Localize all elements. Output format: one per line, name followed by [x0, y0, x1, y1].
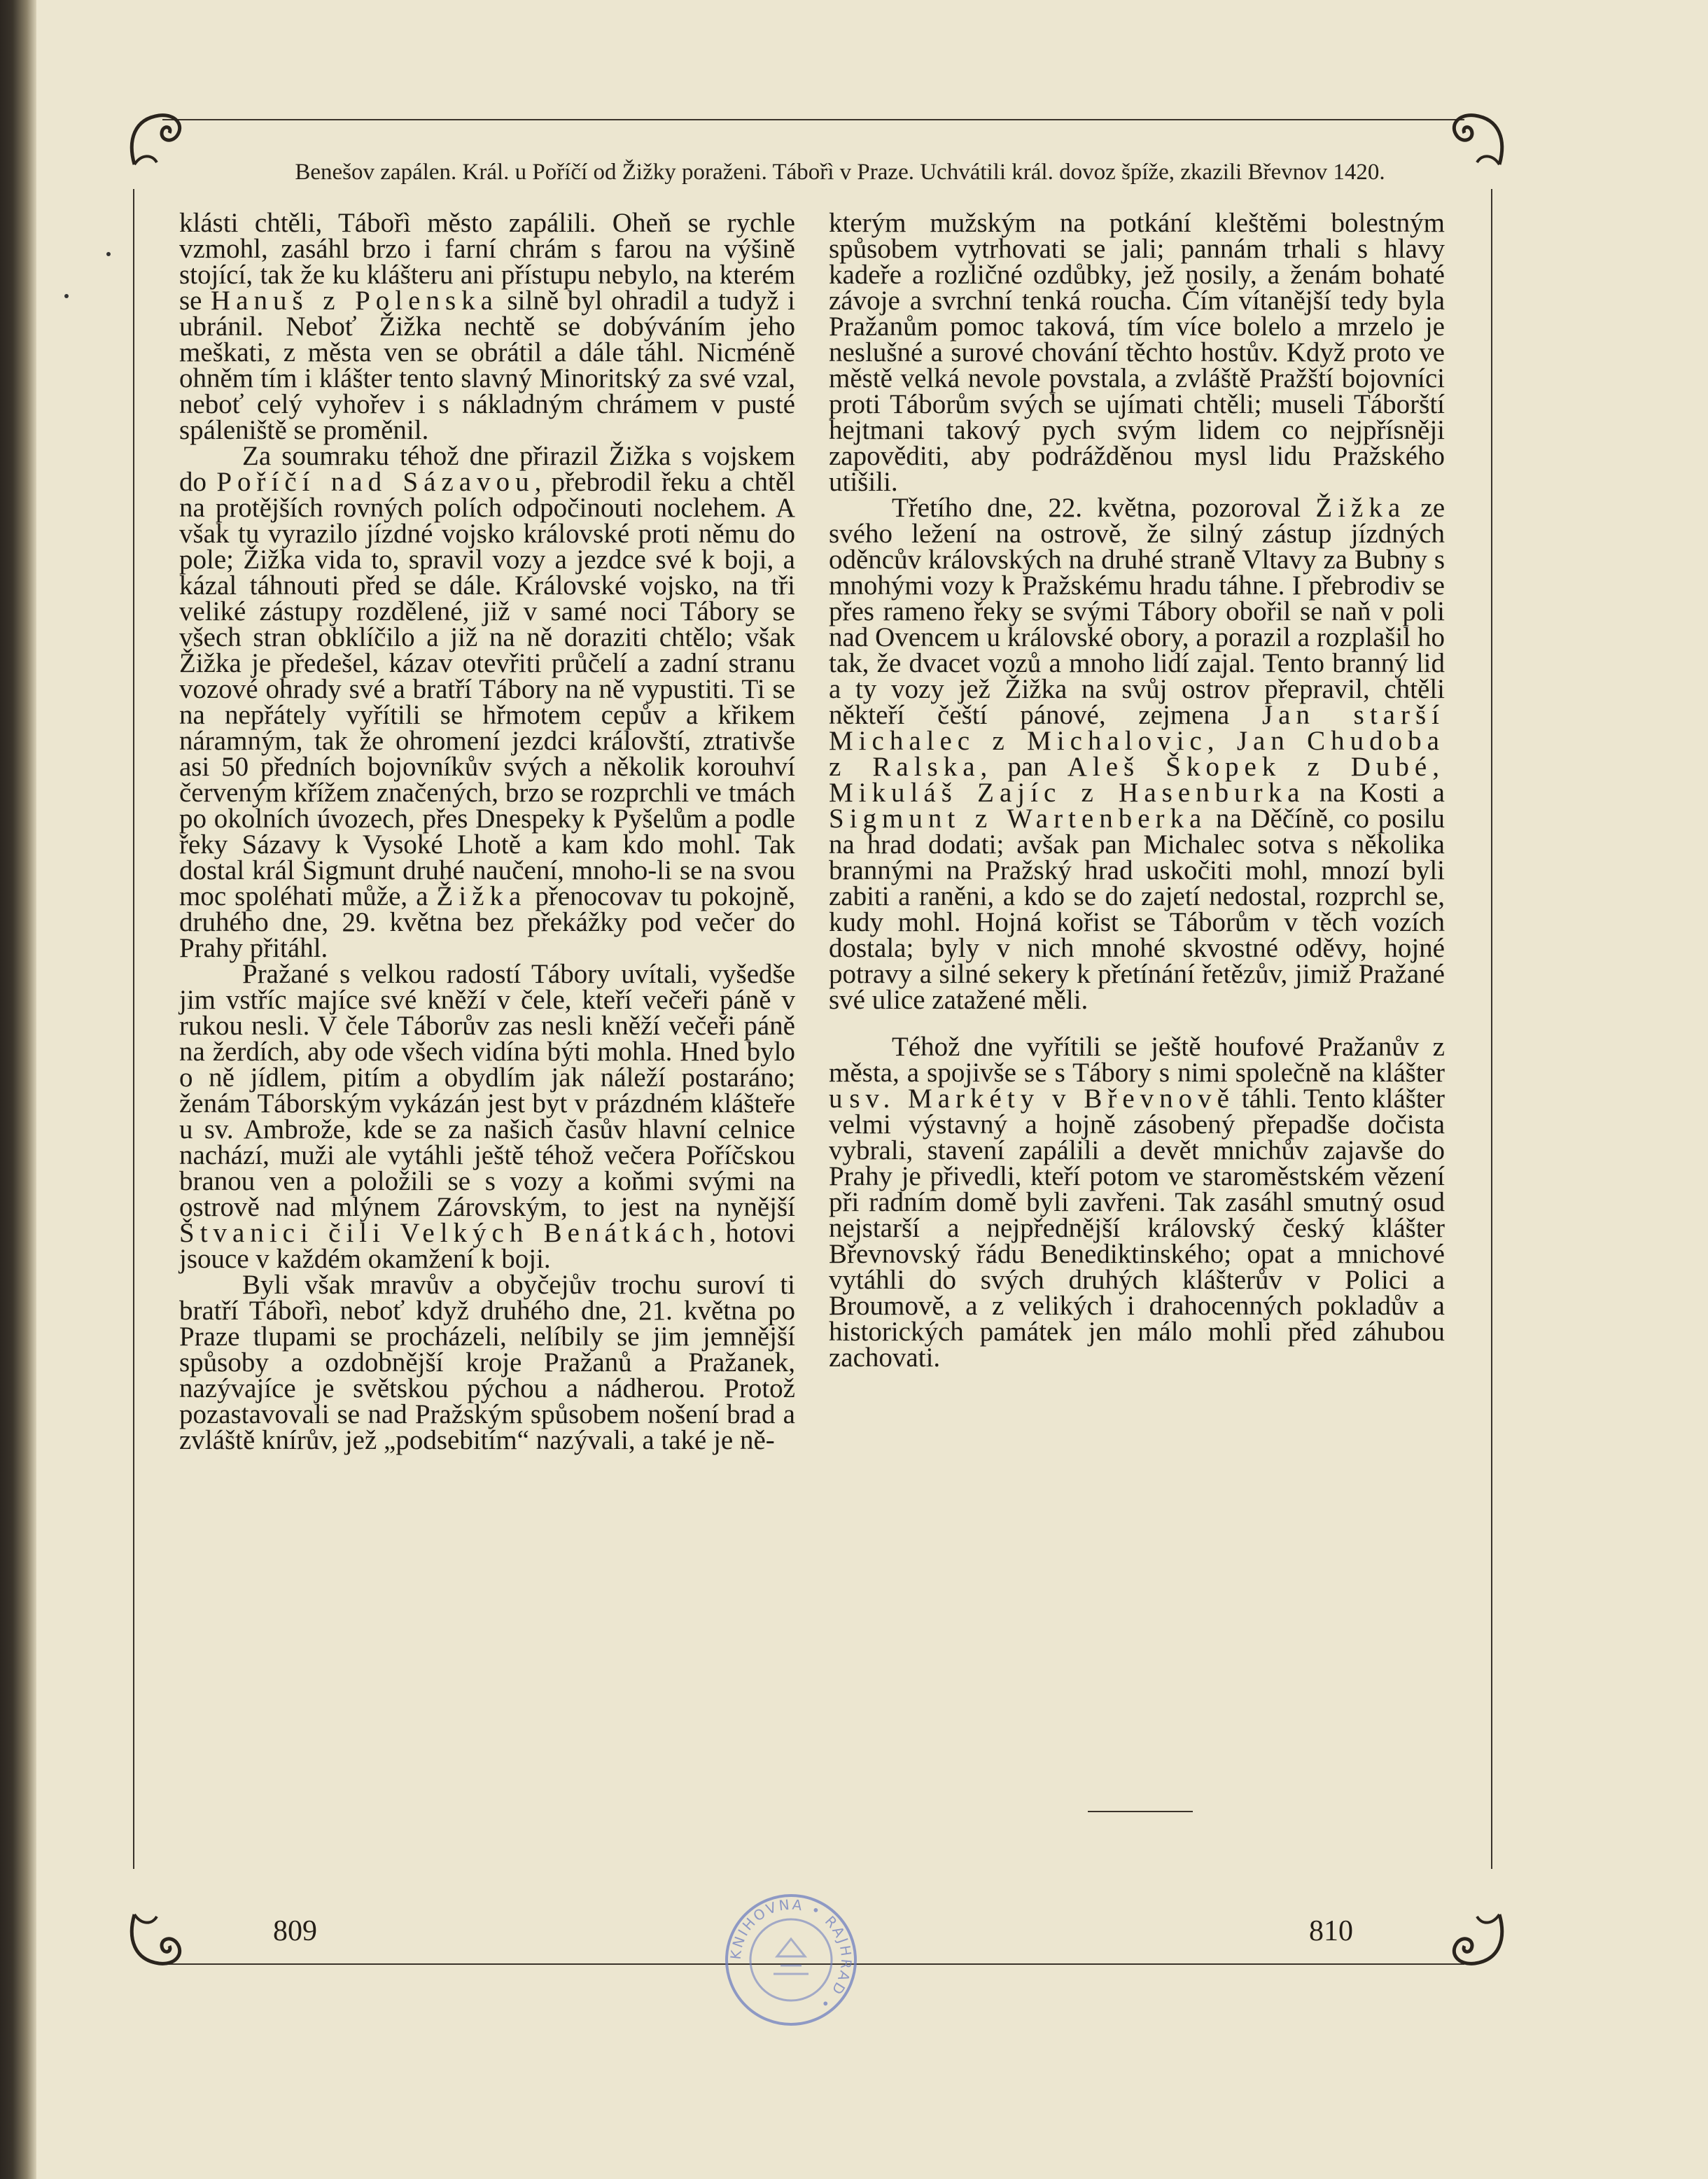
text-run: přenocovav tu pokojně, druhého dne, 29. května bez překážky pod večer do Prahy přitáhl.	[179, 881, 796, 963]
book-gutter	[0, 0, 36, 2179]
stamp-ring-text: KNIHOVNA • RAJHRAD •	[727, 1896, 855, 2014]
paragraph	[179, 210, 795, 443]
frame-right-rule	[1491, 189, 1492, 1869]
paragraph	[829, 210, 1445, 495]
text-run: , hotovi jsouce v každém okamžení k boji.	[179, 1218, 795, 1274]
text-run: na Děčíně, co posilu na hrad dodati; avšak pan Michalec sotva s několika brannými na Pražský hrad uskočiti mohl, mnozí byli zabiti a raněni, a kdo se do zajetí nedostal, rozprchl se, kudy mohl. Hojná kořist se Táborům v těch vozích dostala; byly v nich mnohé skvostné oděvy, hojné potravy a silné sekery k přetínání řetězův, jimiž Pražané své ulice zatažené měli.	[829, 804, 1445, 1015]
left-text-column	[179, 210, 795, 1453]
paragraph	[179, 443, 795, 961]
spaced-name: Jan starší Michalec z Michalovic, Jan Chudoba z Ralska	[829, 700, 1445, 782]
paragraph	[179, 961, 795, 1272]
text-run: Byli však mravův a obyčejův trochu suroví ti bratří Tábořì, neboť když druhého dne, 21. května po Praze tlupami se procházeli, nelíbily se jim jemnější spůsoby a ozdobnější kroje Pražanů a Pražanek, nazývajíce je světskou pýchou a nádherou. Protož pozastavovali se nad Pražským spůsobem nošení brad a zvláště knírův, jež „podsebitím“ nazývali, a také je ně-	[179, 1270, 795, 1455]
library-stamp	[721, 1890, 861, 2030]
page-number-right: 810	[1309, 1915, 1353, 1947]
text-run: klásti chtěli, Tábořì město zapálili. Oheň se rychle vzmohl, zasáhl brzo i farní chrám s farou na výšině stojící, tak že ku klášteru ani přístupu nebylo, na kterém se	[179, 208, 795, 316]
text-run: Téhož dne vyřítili se ještě houfové Pražanův z města, a spojivše se s Tábory s nimi společně na klášter u	[829, 1032, 1445, 1114]
text-run: Třetího dne, 22. května, pozoroval	[892, 493, 1316, 523]
spaced-name: Žižka	[1315, 493, 1406, 523]
spaced-name: Štvanici čili Velkých Benátkách	[179, 1218, 710, 1248]
ornament-bottom-right-icon	[1436, 1904, 1513, 1981]
section-end-rule	[1088, 1811, 1193, 1812]
text-run: na Kosti a	[1305, 778, 1445, 808]
right-text-column	[829, 210, 1445, 1371]
text-run: Za soumraku téhož dne přirazil Žižka s vojskem do	[179, 441, 795, 497]
page-number-left: 809	[273, 1915, 317, 1947]
running-head: Benešov zapálen. Král. u Poříčí od Žižky poraženi. Tábořì v Praze. Uchvátili král. dovoz špíže, zkazili Břevnov 1420.	[295, 160, 1385, 185]
spaced-name: sv. Markéty v Břevnově	[849, 1084, 1235, 1114]
text-run: Pražané s velkou radostí Tábory uvítali, vyšedše jim vstříc majíce své kněží v čele, kteří večeři páně v rukou nesli. V čele Táborův zas nesli kněží večeři páně na žerdích, aby ode všech vidína býti mohla. Hned bylo o ně jídlem, pitím a obydlím jak náleží postaráno; ženám Táborským vykázán jest byt v prázdném klášteře u sv. Ambrože, kde se za našich časův hlavní celnice nachází, muži ale vytáhli ještě téhož večera Poříčskou branou ven a položili se s vozy a koňmi svými na ostrově nad mlýnem Zárovským, to jest na nynější	[179, 959, 795, 1222]
spaced-name: Poříčí nad Sázavou	[216, 467, 535, 497]
spaced-name: Aleš Škopek z Dubé, Mikuláš Zajíc z Hasenburka	[829, 752, 1445, 808]
paragraph	[829, 1034, 1445, 1371]
spaced-name: Sigmunt z Wartenberka	[829, 804, 1208, 834]
margin-mark	[64, 294, 69, 298]
text-run: ze svého ležení na ostrově, že silný zástup jízdných oděncův královských na druhé straně Vltavy za Bubny s mnohými vozy k Pražskému hradu táhne. I přebrodiv se přes rameno řeky se svými Tábory obořil se naň v poli nad Ovencem u královské obory, a porazil a rozplašil ho tak, že dvacet vozů a mnoho lidí zajal. Tento branný lid a ty vozy jež Žižka na svůj ostrov přepravil, chtěli někteří čeští pánové, zejmena	[829, 493, 1446, 730]
text-run: kterým mužským na potkání kleštěmi bolestným spůsobem vytrhovati se jali; pannám trhali s hlavy kadeře a rozličné ozdůbky, jež nosily, a ženám bohaté závoje a svrchní tenká roucha. Čím vítanější tedy byla Pražanům pomoc taková, tím více bolelo a mrzelo je neslušné a surové chování těchto hostův. Když proto ve městě velká nevole povstala, a zvláště Pražští bojovníci proti Táborům svých se ujímati chtěli; museli Táborští hejtmani takový pych svým lidem co nejpřísněji zapověditi, aby podrážděnou mysl lidu Pražského utišili.	[829, 208, 1445, 497]
text-run: , přebrodil řeku a chtěl na protějších rovných polích odpočinouti noclehem. A však tu vyrazilo jízdné vojsko královské proti němu do pole; Žižka vida to, spravil vozy a jezdce své k boji, a kázal táhnouti před se dále. Královské vojsko, na tři veliké zástupy rozdělené, již v samé noci Tábory se všech stran obklíčilo a již na ně doraziti chtělo; však Žižka je předešel, kázav otevřiti průčelí a zadní stranu vozové ohrady své a bratří Tábory na ně vypustiti. Ti se na nepřátely vyřítili se hřmotem cepův a křikem náramným, tak že ohromení jezdci královští, ztrativše asi 50 předních bojovníkův svých a několik korouhví červeným křížem značených, brzo se rozprchli ve tmách po okolních úvozech, přes Dnespeky k Pyšelům a podle řeky Sázavy k Vysoké Lhotě a kam kdo mohl. Tak dostal král Sigmunt druhé naučení, mnoho-li se na svou moc spoléhati může, a	[179, 467, 795, 911]
text-run: táhli. Tento klášter velmi výstavný a hojně zásobený přepadše dočista vybrali, stavení zapálili a devět mnichův zajavše do Prahy je přivedli, kteří potom ve staroměstském vězení při radním domě byli zavřeni. Tak zasáhl smutný osud nejstarší a nejpřednější královský český klášter Břevnovský řádu Benediktinského; opat a mnichové vytáhli do svých druhých klášterův v Polici a Broumově, a z velikých i drahocenných pokladův a historických památek jen málo mohli před záhubou zachovati.	[829, 1084, 1445, 1373]
ornament-bottom-left-icon	[120, 1904, 197, 1981]
frame-left-rule	[133, 189, 134, 1869]
text-run: , pan	[980, 752, 1068, 782]
spaced-name: Žižka	[436, 881, 527, 911]
text-run: silně byl ohradil a tudyž i ubránil. Neboť Žižka nechtě se dobýváním jeho meškati, z města ven se obrátil a dále táhl. Nicméně ohněm tím i klášter tento slavný Minoritský za své vzal, neboť celý vyhořev i s nákladným chrámem v pusté spáleniště se proměnil.	[179, 286, 795, 445]
paragraph	[179, 1272, 795, 1453]
frame-top-rule	[162, 119, 1464, 120]
paragraph	[829, 495, 1445, 1013]
spaced-name: Hanuš z Polenska	[211, 286, 498, 316]
margin-mark	[106, 252, 111, 256]
